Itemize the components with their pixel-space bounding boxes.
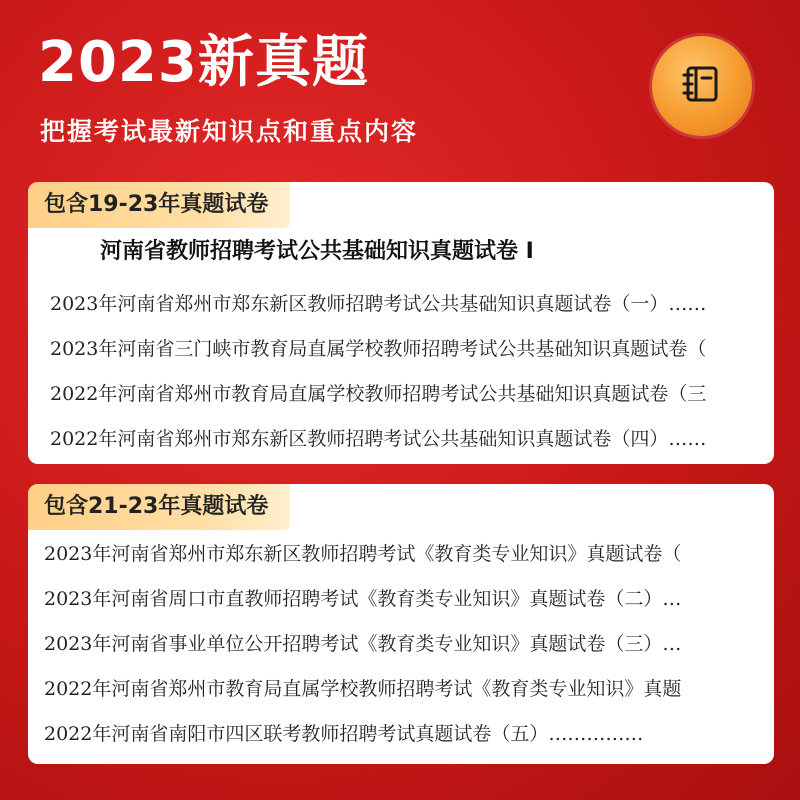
section-heading: 河南省教师招聘考试公共基础知识真题试卷 I: [100, 239, 534, 264]
list-item: 2023年河南省三门峡市教育局直属学校教师招聘考试公共基础知识真题试卷（: [50, 338, 707, 360]
list-item: 2023年河南省周口市直教师招聘考试《教育类专业知识》真题试卷（二）…: [44, 588, 682, 610]
list-item: 2022年河南省南阳市四区联考教师招聘考试真题试卷（五）……………: [44, 723, 644, 745]
exam-list: [50, 282, 774, 462]
list-item: 2023年河南省郑州市郑东新区教师招聘考试公共基础知识真题试卷（一）……: [50, 293, 707, 315]
book-badge: [652, 36, 752, 136]
list-item: 2022年河南省郑州市教育局直属学校教师招聘考试公共基础知识真题试卷（三: [50, 383, 707, 405]
page-title: 2023新真题: [38, 30, 369, 95]
section-tag: 包含19-23年真题试卷: [28, 182, 290, 228]
book-icon: [680, 64, 724, 108]
exam-list: [44, 532, 774, 757]
section-tag: 包含21-23年真题试卷: [28, 484, 290, 530]
list-item: 2022年河南省郑州市教育局直属学校教师招聘考试《教育类专业知识》真题: [44, 678, 682, 700]
list-item: 2023年河南省郑州市郑东新区教师招聘考试《教育类专业知识》真题试卷（: [44, 543, 682, 565]
section-card-1: [28, 182, 774, 464]
section-card-2: [28, 484, 774, 764]
list-item: 2022年河南省郑州市郑东新区教师招聘考试公共基础知识真题试卷（四）……: [50, 428, 707, 450]
page-subtitle: 把握考试最新知识点和重点内容: [40, 117, 419, 146]
list-item: 2023年河南省事业单位公开招聘考试《教育类专业知识》真题试卷（三）…: [44, 633, 682, 655]
